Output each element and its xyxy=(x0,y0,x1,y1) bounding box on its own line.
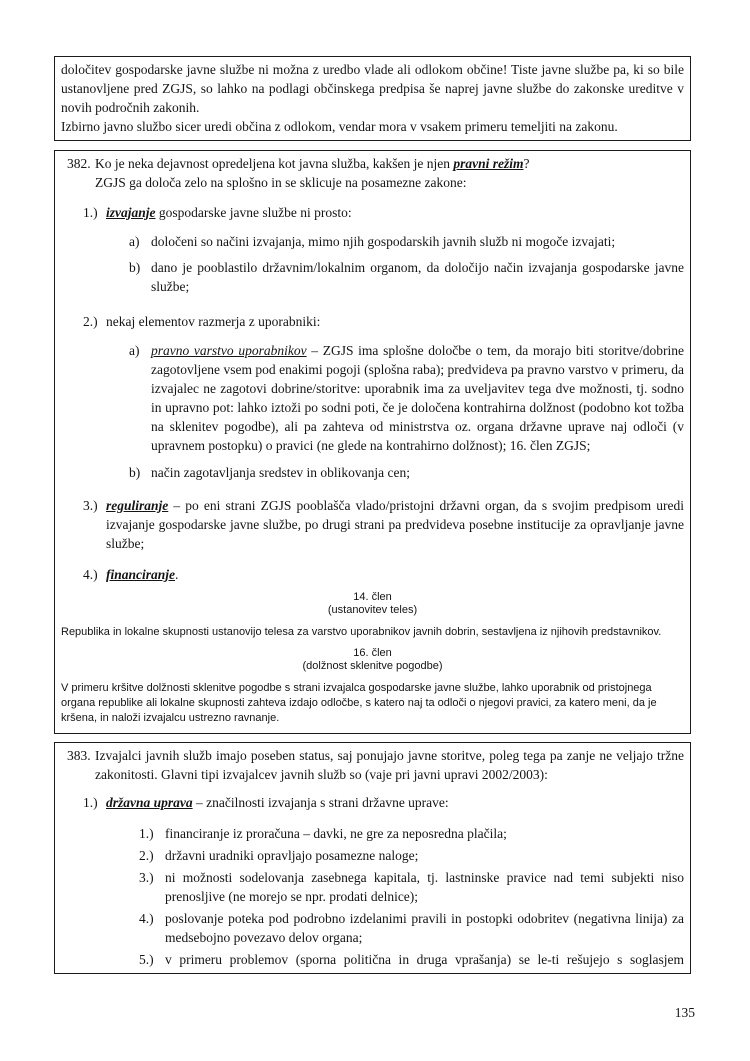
item-text: državni uradniki opravljajo posamezne naloge; xyxy=(165,848,419,863)
item-number: a) xyxy=(129,234,140,249)
list-item-382-1a xyxy=(61,232,684,251)
item-number: 1.) xyxy=(83,795,98,810)
list-item-383-1-3 xyxy=(61,868,684,906)
term-izvajanje: izvajanje xyxy=(106,205,156,220)
item-number: 5.) xyxy=(139,952,154,967)
question-382-number: 382. xyxy=(67,156,91,171)
page-number: 135 xyxy=(674,1005,695,1020)
statute-14-heading: 14. člen xyxy=(353,591,392,603)
section-382-box xyxy=(54,150,691,734)
question-383-heading xyxy=(61,746,684,784)
term-drzavna-uprava: državna uprava xyxy=(106,795,193,810)
intro-paragraph-1: določitev gospodarske javne službe ni možna z uredbo vlade ali odlokom občine! Tiste javne službe pa, ki so bile ustanovljene pred ZGJS, so lahko na podlagi občinskega predpisa še naprej javne službe do zakonske ureditve v novih področnih zakonih. xyxy=(61,62,684,115)
list-item-383-1-4 xyxy=(61,909,684,947)
item-number: 3.) xyxy=(139,870,154,885)
item-text: financiranje iz proračuna – davki, ne gre za neposredna plačila; xyxy=(165,826,507,841)
item-text: ni možnosti sodelovanja zasebnega kapitala, tj. lastninske pravice nad temi subjekti niso prenosljive (ne morejo se npr. prodati delnice); xyxy=(165,870,684,904)
list-item-382-2a xyxy=(61,341,684,455)
item-number: 3.) xyxy=(83,498,98,513)
question-382-heading xyxy=(61,154,684,173)
item-number: 1.) xyxy=(83,205,98,220)
item-text: poslovanje poteka pod podrobno izdelanimi pravili in postopki odobritev (negativna linija) za medsebojno povezavo delov organa; xyxy=(165,911,684,945)
item-number: 4.) xyxy=(139,911,154,926)
statute-16-subheading: (dolžnost sklenitve pogodbe) xyxy=(302,660,443,672)
list-item-383-1-1 xyxy=(61,824,684,843)
item-text: državna uprava – značilnosti izvajanja s strani državne uprave: xyxy=(106,795,449,810)
item-text: dano je pooblastilo državnim/lokalnim organom, da določijo način izvajanja gospodarske javne službe; xyxy=(151,260,684,294)
section-383-box xyxy=(54,742,691,974)
item-text: financiranje. xyxy=(106,567,179,582)
item-number: b) xyxy=(129,260,141,275)
statute-14-body: Republika in lokalne skupnosti ustanovijo telesa za varstvo uporabnikov javnih dobrin, sestavljena iz njihovih predstavnikov. xyxy=(61,626,662,638)
item-number: 2.) xyxy=(83,314,98,329)
list-item-383-1 xyxy=(61,793,684,812)
intro-paragraph-2: Izbirno javno službo sicer uredi občina z odlokom, vendar mora v vsakem primeru temeljiti na zakonu. xyxy=(61,119,618,134)
intro-box xyxy=(54,56,691,141)
item-text: izvajanje gospodarske javne službe ni prosto: xyxy=(106,205,352,220)
question-383-number: 383. xyxy=(67,748,91,763)
list-item-382-3 xyxy=(61,496,684,553)
item-number: 2.) xyxy=(139,848,154,863)
item-text: določeni so načini izvajanja, mimo njih gospodarskih javnih služb ni mogoče izvajati; xyxy=(151,234,616,249)
item-number: b) xyxy=(129,465,141,480)
item-number: 1.) xyxy=(139,826,154,841)
term-pravni-rezim: pravni režim xyxy=(453,156,524,171)
question-383-text: Izvajalci javnih služb imajo poseben status, saj ponujajo javne storitve, poleg tega pa zanje ne veljajo tržne zakonitosti. Glavni tipi izvajalcev javnih služb so (vaje pri javni upravi 2002/2003): xyxy=(95,748,684,782)
item-number: 4.) xyxy=(83,567,98,582)
item-text: način zagotavljanja sredstev in oblikovanja cen; xyxy=(151,465,411,480)
question-382-subtitle: ZGJS ga določa zelo na splošno in se sklicuje na posamezne zakone: xyxy=(95,175,467,190)
list-item-382-1 xyxy=(61,203,684,222)
statute-16-heading: 16. člen xyxy=(353,647,392,659)
question-382-text: Ko je neka dejavnost opredeljena kot javna služba, kakšen je njen pravni režim? xyxy=(95,156,530,171)
item-text: reguliranje – po eni strani ZGJS pooblašča vlado/pristojni državni organ, da s svojim predpisom uredi izvajanje gospodarske javne službe, po drugi strani pa predvideva posebne institucije za opravljanje javne službe; xyxy=(106,498,684,551)
list-item-383-1-5 xyxy=(61,950,684,969)
term-reguliranje: reguliranje xyxy=(106,498,169,513)
list-item-383-1-2 xyxy=(61,846,684,865)
term-pravno-varstvo-uporabnikov: pravno varstvo uporabnikov xyxy=(151,343,307,358)
item-text: v primeru problemov (sporna politična in druga vprašanja) se le-ti rešujejo s soglasjem xyxy=(165,952,684,967)
statute-14-subheading: (ustanovitev teles) xyxy=(327,604,418,616)
item-text: nekaj elementov razmerja z uporabniki: xyxy=(106,314,321,329)
list-item-382-1b xyxy=(61,258,684,296)
list-item-382-2 xyxy=(61,312,684,331)
term-financiranje: financiranje xyxy=(106,567,176,582)
item-text: pravno varstvo uporabnikov – ZGJS ima splošne določbe o tem, da morajo biti storitve/dobrine zagotovljene vsem pod enakimi pogoji (splošna raba); predvideva pa pravno varstvo v primeru, da izvajalec ne zagotovi dobrine/storitve: uporabnik ima za uveljavitev tega dve možnosti, tj. sodno in upravno pot: lahko iztoži po sodni poti, če je določena kontrahirna dolžnost (podobno kot tožba na sklenitev pogodbe), ali pa zahteva od ministrstva oz. organa državne uprave naj odloči (v upravnem postopku) o pravici (ne glede na kontrahirno dolžnost); 16. člen ZGJS; xyxy=(151,343,684,453)
list-item-382-4 xyxy=(61,565,684,584)
list-item-382-2b xyxy=(61,463,684,482)
statute-16-body: V primeru kršitve dolžnosti sklenitve pogodbe s strani izvajalca gospodarske javne službe, lahko uporabnik od pristojnega organa republike ali lokalne skupnosti zahteva izdajo odločbe, s katero naj ta odloči o njegovi pravici, za katero meni, da je kršena, in naloži izvajalcu ustrezno ravnanje. xyxy=(61,682,657,724)
item-number: a) xyxy=(129,343,140,358)
